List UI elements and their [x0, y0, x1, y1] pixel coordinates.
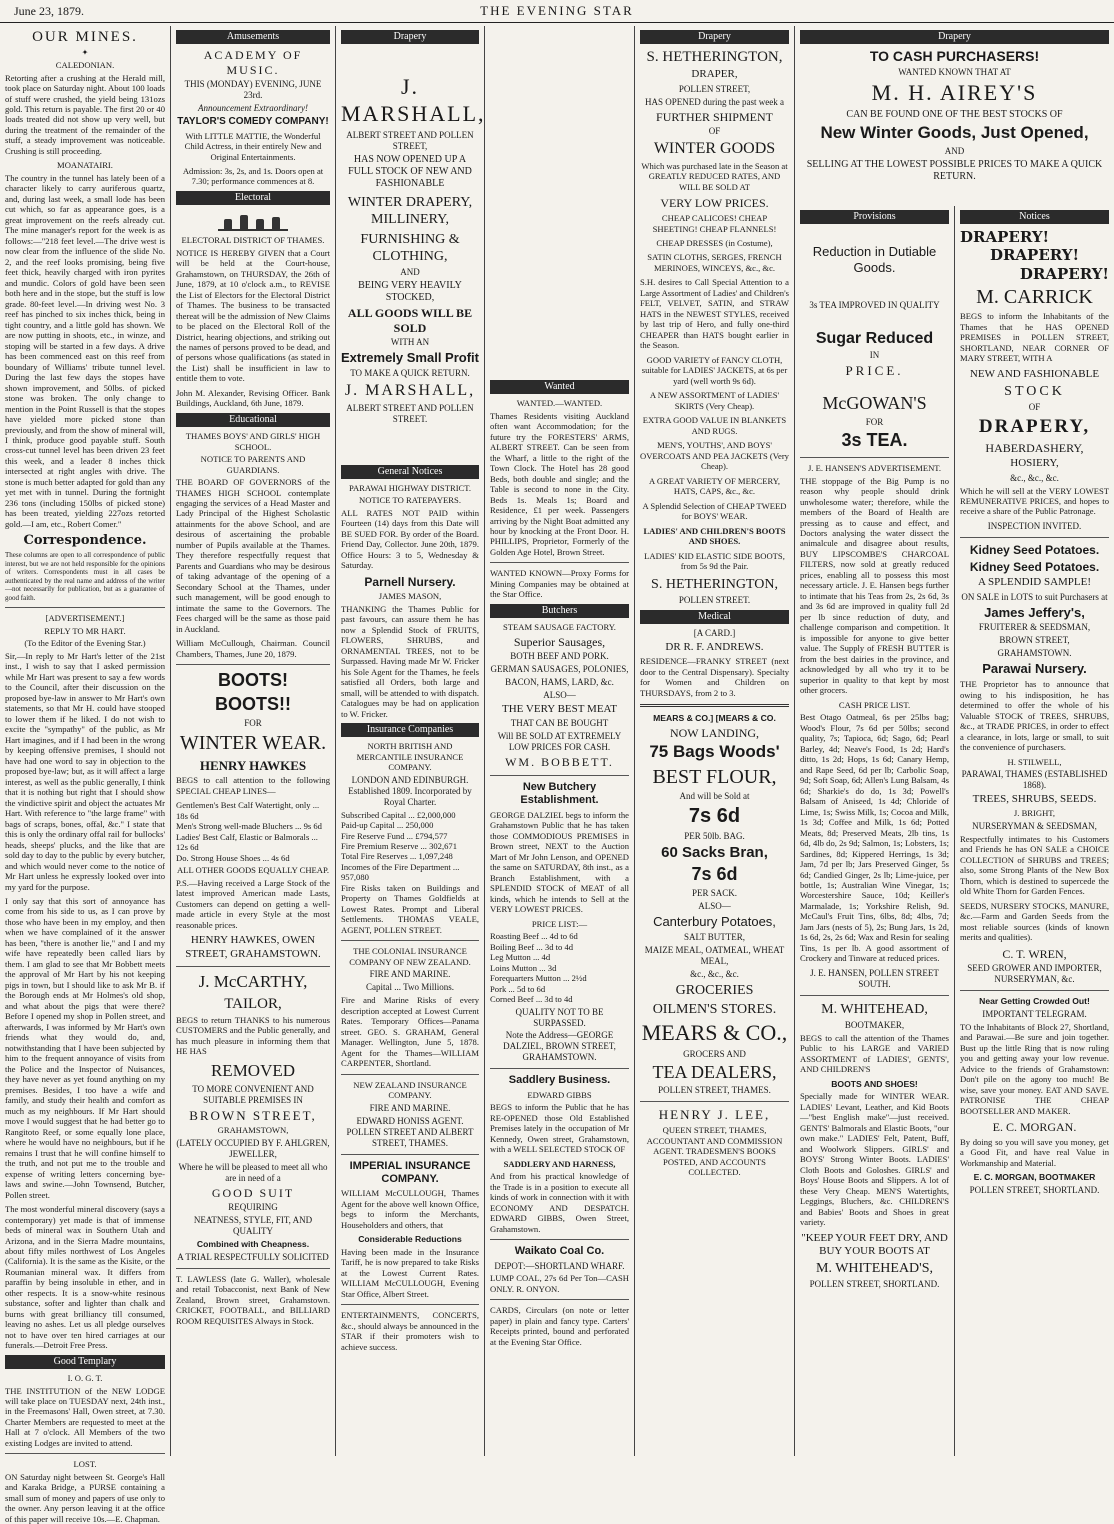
sacks-bran: 60 Sacks Bran,	[661, 843, 768, 861]
bacon-hams: BACON, HAMS, LARD, &c.	[505, 677, 614, 688]
tailor-label: TAILOR,	[224, 995, 282, 1012]
splendid-sample: A SPLENDID SAMPLE!	[977, 576, 1092, 589]
henry-lee: HENRY J. LEE,	[658, 1107, 771, 1123]
iogt-head: I. O. G. T.	[67, 1373, 103, 1384]
winter-wear: WINTER WEAR.	[179, 732, 327, 755]
honiss-agent: EDWARD HONISS AGENT. POLLEN STREET AND ALBERT STREET, THAMES.	[346, 1115, 474, 1148]
removed-label: REMOVED	[210, 1060, 296, 1080]
lost-text: ON Saturday night between St. George's Hall and Karaka Bridge, a PURSE containing a small sum of money and papers of use only to the owner. Any person leaving it at the office of this paper will receive 10s.—E. Chapman.	[5, 1471, 165, 1524]
announce-line: Announcement Extraordinary!	[198, 103, 308, 114]
dalziel-address: Note the Address—GEORGE DALZIEL, BROWN STREET, GRAHAMSTOWN.	[503, 1030, 616, 1063]
electoral-signature: John M. Alexander, Revising Officer. Bank Buildings, Auckland, 6th June, 1879.	[176, 387, 330, 409]
stock-item: LADIES' KID ELASTIC SIDE BOOTS, from 5s 9d the Pair.	[644, 550, 785, 572]
correspondence-title: Correspondence.	[23, 533, 147, 549]
morgan-bootmaker: E. C. MORGAN, BOOTMAKER	[973, 1172, 1096, 1183]
bobbett-name: WM. BOBBETT.	[505, 755, 614, 770]
imperial-head: IMPERIAL INSURANCE COMPANY.	[349, 1159, 471, 1185]
fruiterer: FRUITERER & SEEDSMAN,	[978, 622, 1091, 633]
section-electoral: Electoral	[176, 191, 330, 205]
superior-sausages: Superior Sausages,	[513, 634, 606, 649]
inspection-invited: INSPECTION INVITED.	[987, 520, 1082, 531]
drapery-3: DRAPERY!	[1019, 264, 1109, 283]
pleased-text: Where he will be pleased to meet all who are in need of a	[178, 1161, 328, 1183]
steam-sausage: STEAM SAUSAGE FACTORY.	[503, 622, 616, 633]
and-label: AND	[944, 145, 965, 156]
hansen-head: J. E. HANSEN'S ADVERTISEMENT.	[807, 463, 942, 474]
school-head: THAMES BOYS' AND GIRLS' HIGH SCHOOL.	[185, 431, 321, 452]
now-landing: NOW LANDING,	[669, 725, 760, 740]
card-tag: [A CARD.]	[693, 627, 736, 638]
stock-item: LADIES' AND CHILDREN'S BOOTS AND SHOES.	[643, 525, 786, 547]
stock-item: CHEAP CALICOES! CHEAP SHEETING! CHEAP FLANNELS!	[652, 213, 777, 234]
section-butchers: Butchers	[490, 604, 629, 618]
per-sack: PER SACK.	[691, 887, 737, 898]
stilwell-address: PARAWAI, THAMES (ESTABLISHED 1868).	[961, 769, 1108, 791]
school-text: THE BOARD OF GOVERNORS of the THAMES HIGH SCHOOL contemplate engaging the services of a Head Master and Lady Principal of the Highest Scholastic attainments for the above School, and are desirous of ascertaining the probable number of Pupils available at the Thames. They therefore respectfully request that Parents and Guardians who may be desirous of taking advantage of the opening of a Secondary School at the Thames, under such management, will be good enough to intimate the same to the Governors. The Fees charged will be the same as those paid in Auckland.	[176, 477, 330, 634]
ratepayers-notice: NOTICE TO RATEPAYERS.	[359, 495, 461, 506]
and-label: AND	[400, 266, 420, 277]
cash-purchasers: TO CASH PURCHASERS!	[869, 48, 1040, 65]
further-shipment: FURTHER SHIPMENT	[656, 109, 773, 124]
combined-cheapness: Combined with Cheapness.	[196, 1239, 310, 1250]
section-drapery: Drapery	[800, 30, 1109, 44]
grahamstown: GRAHAMSTOWN.	[997, 648, 1072, 659]
stock-item: S.H. desires to Call Special Attention to a Large Assortment of Ladies' and Children's FELT, VELVET, SATIN, and STRAW HATS in the NEWEST STYLES, received by last trip of Hero, and fully one-third CHEAPER than HATS bought earlier in the Season.	[640, 277, 789, 351]
price-item: Boiling Beef ... 3d to 4d	[490, 941, 574, 952]
sold-at: And will be Sold at	[679, 791, 750, 802]
hawkes-name: HENRY HAWKES	[199, 757, 307, 773]
electoral-head: ELECTORAL DISTRICT OF THAMES.	[181, 235, 325, 246]
on-sale: ON SALE in LOTS to suit Purchasers at	[961, 591, 1108, 602]
stock-item: GOOD VARIETY of FANCY CLOTH, suitable for LADIES' JACKETS, at 6s per yard (well worth 9s 6d).	[641, 354, 788, 386]
gibbs-text: BEGS to inform the Public that he has RE-OPENED those Old Established Premises lately in the occupation of Mr Kennedy, Owen street, Grahamstown, with a WELL SELECTED STOCK OF	[490, 1102, 629, 1155]
hawkes-ps: P.S.—Having received a Large Stock of the latest improved American made Lasts, Customers can depend on getting a well-made article in every Style at the most reasonable prices.	[176, 877, 330, 930]
bootmaker-label: BOOTMAKER,	[844, 1019, 905, 1030]
stock-item: CHEAP DRESSES (in Costume),	[656, 237, 773, 248]
marshall-name-2: J. MARSHALL,	[344, 382, 476, 400]
seeds-text: SEEDS, NURSERY STOCKS, MANURE, &c.—Farm and Garden Seeds from the most reliable sources (kinds of known merits and qualities).	[960, 900, 1109, 943]
saddlery-harness: SADDLERY AND HARNESS,	[503, 1158, 616, 1169]
three-shilling-tea: 3s TEA.	[841, 430, 908, 451]
best-meat: THE VERY BEST MEAT	[501, 703, 617, 716]
airey-name: M. H. AIREY'S	[871, 80, 1038, 106]
gibbs-text-2: And from his practical knowledge of the Trade is in a position to execute all kinds of work in connection with it with ECONOMY AND DESPATCH. EDWARD GIBBS, Owen Street, Grahamstown.	[490, 1171, 629, 1234]
nb-item: Incomes of the Fire Department ... 957,080	[341, 861, 460, 883]
per-bag: PER 50lb. BAG.	[684, 830, 745, 841]
price-item: Roasting Beef ... 4d to 6d	[490, 931, 578, 942]
salt-butter: SALT BUTTER,	[683, 931, 745, 942]
price-item: Corned Beef ... 3d to 4d	[490, 994, 573, 1005]
nb-item: Paid-up Capital ... 250,000	[341, 820, 434, 831]
pollen-street: POLLEN STREET,	[678, 83, 751, 94]
whitehead-text: BEGS to call the attention of the Thames Public to his LARGE and VARIED ASSORTMENT of LADIES', GENTS', AND CHILDREN'S	[800, 1032, 949, 1075]
airey-block	[795, 26, 1114, 206]
oilmens-stores: OILMEN'S STORES.	[652, 1001, 777, 1017]
andrews-text: RESIDENCE—FRANKY STREET (next door to the Central Dispensary). Specialty for Women and Children on THURSDAYS, from 2 to 3.	[640, 656, 789, 698]
school-notice: NOTICE TO PARENTS AND GUARDIANS.	[200, 454, 306, 475]
nb-item: Fire Reserve Fund ... £794,577	[341, 830, 448, 841]
wren-title: SEED GROWER AND IMPORTER, NURSERYMAN, &c.	[967, 963, 1102, 985]
section-provisions: Provisions	[800, 210, 949, 224]
boots-and-shoes: BOOTS AND SHOES!	[831, 1078, 918, 1089]
our-mines-title: OUR MINES.	[32, 29, 138, 45]
carrick-text: BEGS to inform the Inhabitants of the Thames that he HAS OPENED PREMISES in POLLEN STREET, SHORTLAND, NEAR CORNER OF MARY STREET, WITH A	[960, 311, 1109, 364]
price-item: Leg Mutton ... 4d	[490, 952, 551, 963]
grahamstown-label: GRAHAMSTOWN,	[217, 1125, 289, 1136]
morgan-address: POLLEN STREET, SHORTLAND.	[969, 1184, 1100, 1195]
cards-text: CARDS, Circulars (on note or letter paper) in plain and fancy type. Carters' Receipts printed, bound and perforated at the Evening Star Office.	[490, 1305, 629, 1347]
stock-label: STOCK	[1004, 384, 1065, 400]
telegram-text: TO the Inhabitants of Block 27, Shortland, and Parawai.—Be sure and join together. Bust up the little Ring that is now ruling you and getting away your low revenue. Advice to the friends of Grahamstown: Don't pile on the agony too much! Be wise, save your money. EAT AND SAVE. PATRONISE THE CHEAP BOOTSELLER AND MAKER.	[960, 1021, 1109, 1116]
crowded-out: Near Getting Crowded Out!	[979, 996, 1090, 1007]
new-butchery: New Butchery Establishment.	[520, 781, 599, 807]
draper-label: DRAPER,	[691, 68, 738, 81]
trees-shrubs: TREES, SHRUBS, SEEDS.	[972, 793, 1097, 805]
of-label: OF	[708, 126, 721, 137]
school-signature: William McCullough, Chairman. Council Chambers, Thames, June 20, 1879.	[176, 638, 330, 659]
price-bran: 7s 6d	[691, 863, 738, 884]
brown-street: BROWN STREET,	[189, 1107, 317, 1123]
mineral-text: The most wonderful mineral discovery (says a contemporary) yet made is that of immense beds of mineral wax in Southern Utah and Arizona, and in the Sierra Madre mountains, about fifty miles northwest of Los Angeles (California). It is the same as the Kisite, or the Roumanian mineral wax. It differs from paraffin by being insoluble in ether, and in other respects. It is a snow-white resinous substance, softer and lighter than chalk and burns with great brilliancy till consumed, leaving no ashes. Let us all pledge ourselves not to have over ten hired carriages at our funerals.—Detroit Free Press.	[5, 1204, 165, 1351]
moanataiari-text: The country in the tunnel has lately been of a character likely to carry auriferous quartz, and, during last week, a small lode has been cut which, so far as appearance goes, is a great improvement on the reefs already cut. The mine manager's report for the week is as follows:—"218 feet level.—The drive west is now clear from the influence of the slide No. 2, and the reef looks promising, being five feet thick, heavily charged with iron pyrites and mundic. Colors of gold have been seen both here and in the stope, but the stuff is low grade. 80-feet level.—In driving west No. 3 reef has pinched to six inches thick, being in tight country, and a little gold has shown. We are now putting in shoots, etc., in winze, and stoping will be started in a few days. A drive has been commenced east on this reef from boundary of Williams' tribute tunnel level. During the last few days the stopes have shown improvement, and 50lbs. of picked stone was broken. The only change to mention in the Point Russell is that the stopes have yielded more picked stone than previously, and from the show of mineral will, I think, produce good payable stuff. South cross-cut tunnel level has been driven 23 feet this week, and a leader 8 inches thick intersected at right angles with drive. The stone is much better adapted for gold than any yet met with in tunnel. During the fortnight 236 tons (including 150lbs of picked stone) has been treated, yielding 227ozs retorted gold.—I am, etc., Robert Comer."	[5, 172, 165, 529]
furnishing-clothing: FURNISHING & CLOTHING,	[360, 231, 460, 264]
james-mason: JAMES MASON,	[378, 591, 442, 602]
evening-line: THIS (MONDAY) EVENING, JUNE 23rd.	[184, 79, 322, 101]
etc-label: &c., &c., &c.	[1010, 472, 1059, 483]
parnell-nursery: Parnell Nursery.	[364, 574, 456, 589]
rates-text: ALL RATES NOT PAID within Fourteen (14) days from this Date will BE SUED FOR. By order of the Board. Friend Day, Collector. June 20th, 1879. Office Hours: 3 to 5, Wednesday & Saturday.	[341, 507, 479, 571]
lately-occupied: (LATELY OCCUPIED BY F. AHLGREN, JEWELLER,	[176, 1137, 330, 1159]
masthead-title: THE EVENING STAR	[480, 3, 634, 18]
boots-head-2: BOOTS!!	[215, 694, 291, 715]
grocers-and: GROCERS AND	[683, 1048, 746, 1059]
can-be-bought: THAT CAN BE BOUGHT	[510, 718, 609, 729]
butchery-text: GEORGE DALZIEL begs to inform the Grahamstown Public that he has taken those COMMODIOUS PREMISES in Brown street, NEXT to the Auction Mart of Mr John Lenson, and OPENED the same on SATURDAY, 8th inst., as a Branch Establishment, with a SPLENDID STOCK of MEAT of all kinds, which he intends to Sell at the VERY LOWEST PRICES.	[490, 809, 629, 915]
hansen-signature: J. E. HANSEN, POLLEN STREET SOUTH.	[810, 967, 939, 989]
price-label: PRICE.	[845, 363, 904, 379]
north-british-sub: LONDON AND EDINBURGH. Established 1809. Incorporated by Royal Charter.	[348, 774, 472, 807]
imperial-text-2: Having been made in the Insurance Tariff, he is now prepared to take Risks at the Lowest Current Rates. WILLIAM McCULLOUGH, Evening Star Office, Albert Street.	[341, 1246, 479, 1299]
parawai-nursery: Parawai Nursery.	[982, 661, 1087, 677]
dutiable-reduction: Reduction in Dutiable Goods.	[812, 244, 937, 276]
hawkes-item: Ladies' Best Calf, Elastic or Balmorals ... 12s 6d	[176, 831, 318, 853]
stock-item: A GREAT VARIETY OF MERCERY, HATS, CAPS, &c., &c.	[648, 475, 781, 497]
drapery-1: DRAPERY!	[960, 228, 1050, 247]
bright-text: Respectfully intimates to his Customers and Friends he has ON SALE a CHOICE COLLECTION of SHRUBS and TREES; also, some Strong Plants of the New Box Thorn, which is destined to supercede the old White Thorn for Garden Fences.	[960, 833, 1109, 897]
good-suit: GOOD SUIT	[211, 1185, 295, 1200]
kidney-potatoes-2: Kidney Seed Potatoes.	[969, 559, 1100, 574]
correspondence-note: These columns are open to all correspondence of public interest, but we are not held responsible for the opinions of writers. Correspondents must in all cases be authenticated by the real name and address of the writer—not necessarily for publication, but as a guarantee of good faith.	[5, 551, 165, 602]
academy-head: ACADEMY OF MUSIC.	[203, 48, 303, 77]
coal-depot: DEPOT:—SHORTLAND WHARF.	[494, 1260, 625, 1271]
purchased-text: Which was purchased late in the Season at GREATLY REDUCED RATES, AND WILL BE SOLD AT	[641, 160, 788, 192]
masthead-date: June 23, 1879.	[14, 4, 84, 18]
parawai-highway: PARAWAI HIGHWAY DISTRICT.	[348, 482, 472, 493]
mears-header: MEARS & CO.] [MEARS & CO.	[653, 713, 776, 724]
stilwell: H. STILWELL,	[1007, 756, 1062, 767]
nb-item: Subscribed Capital ... £2,000,000	[341, 809, 456, 820]
mattie-text: With LITTLE MATTIE, the Wonderful Child Actress, in their entirely New and Original Entertainments.	[184, 130, 322, 162]
wanted-text: Thames Residents visiting Auckland often want Accommodation; for the future try the FORESTERS' ARMS, ALBERT STREET. Can be seen from the Wharf, a little to the right of the Town Clock. The Hotel has 28 good Beds, both double and single; and the Table is second to none in the City. Beds 1s. Meals 1s; Board and Residence, £1 per week. Passengers arriving by the Night Boat admitted any hour by knocking at the Front Door. H. PHILLIPS, Proprietor, Formerly of the Golden Age Hotel, Brown Street.	[490, 410, 629, 557]
sold-cash: Will BE SOLD AT EXTREMELY LOW PRICES FOR CASH.	[497, 731, 622, 753]
iogt-text: THE INSTITUTION of the NEW LODGE will take place on TUESDAY next, 24th inst., in the Freemasons' Hall, Owen street, at 7.30. Charter Members are requested to meet at the Hall at 7 o'clock. All Members of the two existing Lodges are invited to attend.	[5, 1385, 165, 1448]
admission-text: Admission: 3s, 2s, and 1s. Doors open at 7.30; performance commences at 8.	[182, 165, 324, 187]
considerable-reductions: Considerable Reductions	[358, 1234, 462, 1245]
hetherington-name: S. HETHERINGTON,	[646, 49, 783, 66]
marshall-address: ALBERT STREET AND POLLEN STREET,	[346, 129, 474, 151]
wanted-head: WANTED.—WANTED.	[516, 398, 603, 409]
reply-head: REPLY TO MR HART.	[44, 625, 126, 636]
new-fashionable: NEW AND FASHIONABLE	[969, 367, 1100, 380]
groceries: GROCERIES	[675, 982, 754, 998]
section-general-notices: General Notices	[341, 465, 479, 479]
nursery-text: THANKING the Thames Public for past favours, can assure them he has now a Splendid Stock of FRUITS, FLOWERS, SHRUBS, and ORNAMENTAL TREES, not to be Surpassed. Having made Mr W. Fricker his Sole Agent for the Thames, he feels satisfied all Orders, both large and small, will be attended to with dispatch. Catalogues may be had on application to W. Fricker.	[341, 603, 479, 719]
cash-price-list: CASH PRICE LIST.	[838, 699, 911, 710]
quick-return: TO MAKE A QUICK RETURN.	[350, 368, 470, 379]
lump-coal: LUMP COAL, 27s 6d Per Ton—CASH ONLY. R. ONYON.	[490, 1273, 629, 1294]
section-medical: Medical	[640, 610, 789, 624]
bags-woods: 75 Bags Woods'	[649, 742, 780, 762]
price-item: Loins Mutton ... 3d	[490, 962, 557, 973]
lost-head: LOST.	[73, 1459, 97, 1470]
lee-text: QUEEN STREET, THAMES, ACCOUNTANT AND COMMISSION AGENT. TRADESMEN'S BOOKS POSTED, AND ACCOUNTS COLLECTED.	[646, 1125, 783, 1178]
proxy-text: WANTED KNOWN—Proxy Forms for Mining Companies may be obtained at the Star Office.	[490, 568, 629, 600]
sugar-reduced: Sugar Reduced	[815, 329, 934, 347]
for-label: FOR	[865, 417, 884, 428]
marshall-opened: HAS NOW OPENED UP A FULL STOCK OF NEW AND FASHIONABLE	[348, 153, 472, 190]
hansen-text: THE stoppage of the Big Pump is no reason why people should drink unwholesome water; therefore, while the members of the Board of Health are pressing as to cause and effect, and Doctors analysing the water dissect the animalcule and disagree about results, BUY LIPSCOMBE'S CHARCOAL FILTERS, now sold at greatly reduced prices, enabling all to possess this most necessary article. J. E. Hansen begs further to intimate that his Teas from 2s, 2s 6d, 3s and 3s 6d are improved in quality full 2d per lb since reduction of duty, and challenge comparison and competition. It is impossible for anyone to give better value. The Supply of FRESH BUTTER is from the best dairies in the province, and acknowledged by all who try it to be superior in quality to that kept by most other grocers.	[800, 475, 949, 696]
price-item: Pork ... 5d to 6d	[490, 983, 546, 994]
taylor-company: TAYLOR'S COMEDY COMPANY!	[177, 116, 329, 128]
column-notices	[955, 206, 1114, 1456]
cash-list-text: Best Otago Oatmeal, 6s per 25lbs bag; Wood's Flour, 7s 6d per 50lbs; second quality, 7s; Tapioca, 6d; Sago, 6d; Pearl Barley, 4d; Neave's Food, 1s 2d; Hard's ditto, 1s 2d; Hops, 1s 6d; Canary Hemp, and Rape Seed, 6d per lb; Carbolic Soap, 9d; Soft Soap, 6d; Allen's Lung Balsam, 4s 6d; Sharkie's do do, 1s 3d; Powell's Balsam of Aniseed, 1s 4d; Chloride of Lime, 1s; Swiss Milk, 1s; Cocoa and Milk, 1s 3d; Coffee and Milk, 1s 6d; Potted Meats, 8d; Preserved Meats, 2lb tins, 1s 6d, 4lb do, 2s 9d; Salmon, 1s; Lobsters, 1s; Sardines, 8d; Kippered Herrings, 1s 3d; Jam, 7d per lb; Jars Preserved Ginger, 5s 6d; Candied Ginger, 2s lb; Lime-juice, per bottle, 1s; Australian Wine Vinegar, 1s; Worcestershire Sauce, 10d; Keiller's Marmalade, 1s; Yorkshire Relish, 9d. McCaul's Fruit Tins, 6lbs, 8d; 4lbs, 7d; Jam Jars (nests of 5), 2s; Bung Jars, 1s 2d, 1s 6d, 2s, 2s 6d; Wax and Resin for sealing Tins, 1s per lb. A good assortment of Crockery and Tinware at reduced prices.	[800, 712, 949, 964]
moanataiari-head: MOANATAIRI.	[57, 160, 113, 171]
waikato-coal: Waikato Coal Co.	[514, 1245, 605, 1258]
wanted-known: WANTED KNOWN THAT AT	[898, 67, 1011, 78]
parawai-text: THE Proprietor has to announce that owing to his indisposition, he has determined to offer the whole of his Valuable STOCK of TREES, SHRUBS, &c., at TRADE PRICES, in order to effect a clearance, in lots, large or small, to suit the convenience of purchasers.	[960, 679, 1109, 753]
stock-item: A NEW ASSORTMENT of LADIES' SKIRTS (Very Cheap).	[649, 390, 780, 411]
nb-item: Total Fire Reserves ... 1,097,248	[341, 851, 453, 862]
caledonian-text: Retorting after a crushing at the Herald mill, took place on Saturday night. About 100 loads of stuff were crushed, the yield being 131ozs gold. This return is payable. The first 20 or 40 loads treated did not show up very well, but during the treatment of the remainder of the stuff, a steady improvement was noticeable. Crushing is still proceeding.	[5, 72, 165, 156]
hetherington-name-2: S. HETHERINGTON,	[651, 576, 778, 592]
stock-item: MEN'S, YOUTHS', AND BOYS' OVERCOATS AND PEA JACKETS (Very Cheap).	[640, 440, 789, 472]
canterbury-potatoes: Canterbury Potatoes,	[653, 913, 776, 929]
quality-note: QUALITY NOT TO BE SURPASSED.	[515, 1006, 604, 1028]
mears-co: MEARS & CO.,	[641, 1019, 788, 1045]
all-goods-sold: ALL GOODS WILL BE SOLD	[347, 306, 473, 335]
can-be-found: CAN BE FOUND ONE OF THE BEST STOCKS OF	[846, 109, 1063, 121]
colonial-head: THE COLONIAL INSURANCE COMPANY OF NEW ZEALAND.	[349, 946, 471, 967]
price-list-head: PRICE LIST:—	[531, 918, 588, 929]
column-marshall	[336, 26, 485, 1456]
reply-text-1: Sir,—In reply to Mr Hart's letter of the 21st inst., I wish to say that I asked permission while Mr Hart was present to say a few words to the Council, after their discussion on the proposed bye-law in answer to Mr Hart's own statements, so that Mr H. could have stooped to lower them if he liked. I do not wish to excite the "sympathy" of the public, as Mr Hart imagines, and if I had been in the wrong by keeping offensive premises, I should not have had one word to say in objection to the proposed bye-law; but, as it will affect a large interest, as well as the public generally, I think that it is nothing but right that I should show the vindictive spirit and object the actuates Mr Hart. With reference to "the large frame" with bags of scraps, bones, offal, &c." I state that this is only the ordinary offal rail for bullocks' heads, sheeps' plucks, and the like that are sold day to day to the public by every butcher, and which would never come to the notice of Mr Hart unless he expressly looked over into my yard for the purpose.	[5, 650, 165, 892]
drapery-big: DRAPERY,	[978, 416, 1091, 438]
column-provisions	[795, 206, 955, 1456]
requiring-label: REQUIRING	[228, 1202, 278, 1213]
hawkes-text: BEGS to call attention to the following SPECIAL CHEAP LINES—	[176, 775, 330, 796]
caledonian-head: CALEDONIAN.	[55, 60, 115, 71]
whitehead-name: M. WHITEHEAD,	[821, 1001, 928, 1017]
lawless-text: T. LAWLESS (late G. Waller), wholesale and retail Tobacconist, next Bank of New Zealand, Brown street, Grahamstown. CRICKET, FOOTBALL, and BILLIARD ROOM REQUISITES Always in Stock.	[176, 1273, 330, 1326]
section-drapery: Drapery	[640, 30, 789, 44]
nz-fire-marine: FIRE AND MARINE.	[369, 1102, 451, 1113]
german-sausages: GERMAN SAUSAGES, POLONIES,	[490, 664, 629, 675]
heavily-stocked: BEING VERY HEAVILY STOCKED,	[358, 279, 462, 303]
small-profit: Extremely Small Profit	[341, 350, 479, 366]
section-wanted: Wanted	[490, 380, 629, 394]
reply-to: (To the Editor of the Evening Star.)	[24, 638, 146, 649]
north-british-text: Fire Risks taken on Buildings and Property on Thames Goldfields at Lowest Rates. Prompt and Liberal Settlements. THOMAS VEALE, AGENT, POLLEN STREET.	[341, 882, 479, 935]
section-templary: Good Templary	[5, 1355, 165, 1369]
wren-name: C. T. WREN,	[1002, 946, 1067, 961]
nz-insurance-head: NEW ZEALAND INSURANCE COMPANY.	[353, 1079, 467, 1101]
opened-text: HAS OPENED during the past week a	[645, 96, 784, 107]
carrick-text-2: Which he will sell at the VERY LOWEST REMUNERATIVE PRICES, and hopes to receive a share of the Public Patronage.	[960, 485, 1109, 517]
electoral-text: NOTICE IS HEREBY GIVEN that a Court will be held at the Court-house, Grahamstown, on THURSDAY, the 26th of June, 1879, at 10 o'clock a.m., to REVISE the List of Electors for the Electoral District of Thames. The business to be transacted thereat will be the admission of New Claims to be placed on the Electoral Roll of the District, hearing objections, and striking out the names of persons proved to be dead, and of persons whose qualifications (as stated in the List) shall be insufficient in law to entitle them to vote.	[176, 247, 330, 384]
jefferys: James Jeffery's,	[984, 604, 1085, 620]
stock-item: A Splendid Selection of CHEAP TWEED for BOYS' WEAR.	[642, 500, 787, 522]
in-label: IN	[869, 350, 880, 361]
hawkes-signature: HENRY HAWKES, OWEN STREET, GRAHAMSTOWN.	[185, 934, 321, 960]
stock-item: EXTRA GOOD VALUE IN BLANKETS AND RUGS.	[642, 415, 787, 436]
bright-title: NURSERYMAN & SEEDSMAN,	[972, 820, 1097, 831]
brown-street: BROWN STREET,	[999, 635, 1070, 646]
mears-pollen: POLLEN STREET, THAMES.	[658, 1085, 771, 1096]
stock-item: SATIN CLOTHS, SERGES, FRENCH MERINOES, WINCEYS, &c., &c.	[647, 252, 782, 273]
column-amusements	[171, 26, 336, 1456]
with-an: WITH AN	[390, 337, 430, 348]
beef-pork: BOTH BEEF AND PORK.	[510, 651, 609, 662]
reply-text-2: I only say that this sort of annoyance has come from his side to us, as I can prove by those who have been in my employ, and then when we have complained of it the answer has been, "there is another lie," and I and my wife have repeatedly been called liars by them. I am glad to see that Mr Bobbett meets the approval of Mr Hart by his not keeping pigs in town, but I should like to ask Mr B. if the Borough ends at Mr Holmes's old shop, and what about the pigs that were there? Before I opened my shop in Pollen street, and afterwards, I was informed by Mr Hart's own friends what they would do, and, notwithstanding that I have been subjected by him to the frequent annoyance of visits from the Police and the Inspector of Nuisances, they have never as yet found anything on my premises. Besides, I too have a wife and family, and study their health and comfort as much as my neighbours. If Mr Hart should move I would suggest that he had better go to Rangitoto Reef, or some equally lone place, where he would have no neighbours, but if he remains I trust that he will confine himself to the truth, and not put me to the trouble and expense of writing letters concerning bye-laws and swine.—John Townsend, Butcher, Pollen street.	[5, 896, 165, 1200]
neatness-text: NEATNESS, STYLE, FIT, AND QUALITY	[193, 1215, 313, 1237]
section-insurance: Insurance Companies	[341, 723, 479, 737]
hosiery: HOSIERY,	[1010, 457, 1059, 470]
morgan-text: By doing so you will save you money, get a Good Fit, and have real Value in Workmanship and Material.	[960, 1136, 1109, 1168]
section-amusements: Amusements	[176, 30, 330, 44]
masthead	[0, 0, 1114, 23]
marshall-name: J. MARSHALL,	[341, 74, 486, 127]
hawkes-item: Do. Strong House Shoes ... 4s 6d	[176, 852, 290, 863]
tea-improved: 3s TEA IMPROVED IN QUALITY	[809, 299, 940, 310]
mcgowans: McGOWAN'S	[822, 393, 927, 414]
also-label: ALSO—	[543, 690, 576, 701]
all-other-goods: ALL OTHER GOODS EQUALLY CHEAP.	[177, 865, 329, 876]
saddlery-head: Saddlery Business.	[508, 1074, 611, 1087]
carrick-name: M. CARRICK	[976, 286, 1093, 309]
best-flour: BEST FLOUR,	[652, 765, 777, 788]
marshall-address-2: ALBERT STREET AND POLLEN STREET.	[346, 402, 474, 424]
mccarthy-name: J. McCARTHY,	[198, 971, 308, 991]
price-item: Forequarters Mutton ... 2½d	[490, 973, 587, 984]
mccarthy-text: BEGS to return THANKS to his numerous CUSTOMERS and the Public generally, and has much pleasure in informing them that HE HAS	[176, 1015, 330, 1057]
winter-goods: WINTER GOODS	[653, 140, 776, 158]
section-drapery: Drapery	[341, 30, 479, 44]
for-label: FOR	[244, 718, 262, 729]
colonial-capital: Capital ... Two Millions.	[366, 982, 454, 993]
whitehead-text-2: Specially made for WINTER WEAR. LADIES' Levant, Leather, and Kid Boots—"best English make"—just received. GENTS' Balmorals and Elastic Boots, "our own make." LADIES' Felt, Patent, Buff, and Woolwork Slippers. GIRLS' and BOYS' Strong Winter Boots. LADIES' Cloth Boots and Goloshes. GIRLS' and Boys' House Boots and Slippers. A lot of these Very Cheap. MEN'S Watertights, Leggings, Bluchers, &c. CHILDREN'S and Babies' Boots and Shoes in great variety.	[800, 1091, 949, 1228]
boots-head-1: BOOTS!	[218, 670, 288, 691]
drapery-2: DRAPERY!	[989, 246, 1080, 265]
divider: ✦	[81, 48, 89, 58]
section-notices: Notices	[960, 210, 1109, 224]
very-low-prices: VERY LOW PRICES.	[660, 196, 769, 211]
price-flour: 7s 6d	[688, 805, 741, 828]
whitehead-name-2: M. WHITEHEAD'S,	[816, 1261, 933, 1277]
tea-dealers: TEA DEALERS,	[652, 1061, 777, 1082]
pollen-street-2: POLLEN STREET.	[678, 594, 751, 605]
kidney-potatoes-1: Kidney Seed Potatoes.	[969, 542, 1100, 557]
column-hetherington	[635, 26, 795, 1456]
etc-label: &c., &c., &c.	[690, 968, 739, 979]
keep-feet-dry: "KEEP YOUR FEET DRY, AND BUY YOUR BOOTS AT	[801, 1231, 948, 1257]
important-telegram: IMPORTANT TELEGRAM.	[982, 1008, 1087, 1019]
new-winter-goods: New Winter Goods, Just Opened,	[820, 123, 1089, 143]
haberdashery: HABERDASHERY,	[985, 440, 1084, 455]
mccarthy-premises: TO MORE CONVENIENT AND SUITABLE PREMISES IN	[192, 1083, 314, 1105]
trial-text: A TRIAL RESPECTFULLY SOLICITED	[177, 1251, 329, 1262]
imperial-text: WILLIAM McCULLOUGH, Thames Agent for the above well known Office, begs to inform the Merchants, Householders and others, that	[341, 1188, 479, 1230]
maize-meal: MAIZE MEAL, OATMEAL, WHEAT MEAL,	[644, 944, 785, 966]
whitehead-address: POLLEN STREET, SHORTLAND.	[809, 1279, 940, 1290]
selling-lowest: SELLING AT THE LOWEST POSSIBLE PRICES TO MAKE A QUICK RETURN.	[806, 158, 1103, 183]
of-label: OF	[1028, 402, 1041, 413]
column-wanted	[485, 26, 635, 1456]
entertainments-text: ENTERTAINMENTS, CONCERTS, &c., should always be announced in the STAR if their promoters wish to achieve success.	[341, 1310, 479, 1352]
crest-icon	[218, 209, 288, 231]
column-mines	[0, 26, 171, 1524]
morgan-name: E. C. MORGAN.	[992, 1120, 1077, 1135]
bright-name: J. BRIGHT,	[1013, 808, 1056, 819]
gibbs-name: EDWARD GIBBS	[527, 1089, 592, 1100]
dr-andrews: DR R. F. ANDREWS.	[665, 640, 764, 653]
colonial-text: Fire and Marine Risks of every description accepted at Lowest Current Rates. Temporary Offices—Panama street. GEO. S. GRAHAM, General Manager. Wellington, June 5, 1878. Agent for the Thames—WILLIAM CARPENTER, Shortland.	[341, 995, 479, 1069]
section-educational: Educational	[176, 413, 330, 427]
winter-drapery: WINTER DRAPERY, MILLINERY,	[347, 195, 473, 228]
also-label: ALSO—	[698, 900, 731, 911]
hawkes-item: Gentlemen's Best Calf Watertight, only ... 18s 6d	[176, 800, 320, 821]
hawkes-item: Men's Strong well-made Bluchers ... 9s 6d	[176, 821, 322, 832]
advertisement-tag: [ADVERTISEMENT.]	[45, 613, 125, 624]
colonial-fire-marine: FIRE AND MARINE.	[369, 969, 451, 980]
nb-item: Fire Premium Reserve ... 302,671	[341, 841, 457, 851]
north-british-head: NORTH BRITISH AND MERCANTILE INSURANCE COMPANY.	[356, 741, 464, 773]
